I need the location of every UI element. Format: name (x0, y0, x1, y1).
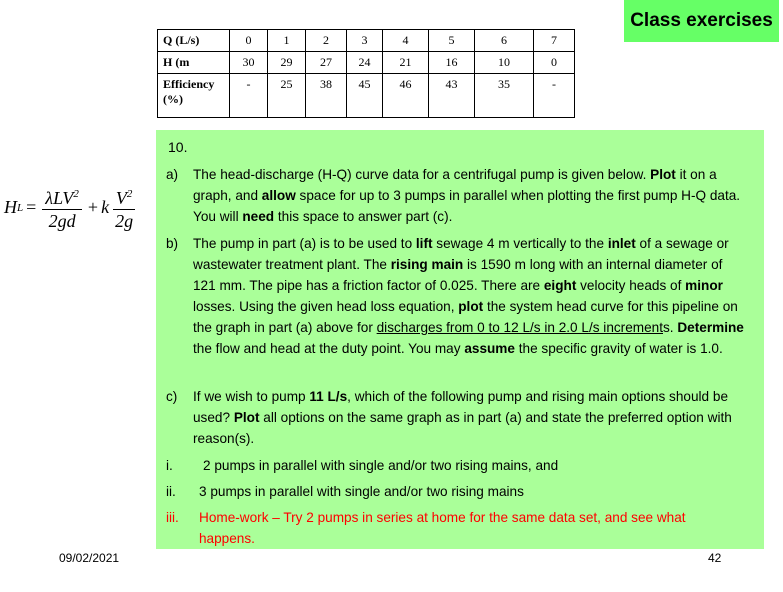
table-cell: 16 (429, 52, 475, 74)
table-cell: 7 (534, 30, 575, 52)
table-cell: 25 (268, 74, 306, 118)
option-iii-label: iii. (166, 510, 179, 525)
friction-denominator: 2gd (48, 211, 76, 231)
friction-numerator: λLV (45, 188, 74, 208)
row-label: H (m (158, 52, 230, 74)
part-b-text: The pump in part (a) is to be used to lift sewage 4 m vertically to the inlet of a sewage or wastewater treatment plant. The rising main is 1590 m long with an internal diameter of 121 mm. The pipe has a friction factor of 0.025. There are eight velocity heads of minor losses. Using the given head loss equation, plot the system head curve for this pipeline on the graph in part (a) above for discharges from 0 to 12 L/s in 2.0 L/s increments. Determine the flow and head at the duty point. You may assume the specific gravity of water is 1.0. (193, 236, 744, 356)
table-cell: 46 (383, 74, 429, 118)
friction-numerator-exp: 2 (73, 188, 79, 200)
part-a-text: The head-discharge (H-Q) curve data for a centrifugal pump is given below. Plot it on a graph, and allow space for up to 3 pumps in parallel when plotting the first pump H-Q data. You will need this space to answer part (c). (193, 167, 741, 224)
formula-equals: = (26, 197, 37, 217)
option-i-label: i. (166, 458, 173, 473)
row-label: Q (L/s) (158, 30, 230, 52)
table-row (158, 52, 575, 74)
table-row (158, 74, 575, 118)
part-a-label: a) (166, 167, 179, 182)
table-cell: 27 (306, 52, 347, 74)
formula-k: k (101, 197, 110, 217)
table-cell: 29 (268, 52, 306, 74)
table-cell: 24 (347, 52, 383, 74)
option-ii-text: 3 pumps in parallel with single and/or two rising mains (199, 484, 524, 499)
slide-number: 42 (708, 551, 722, 565)
pump-data-table (157, 29, 575, 118)
slide-date: 09/02/2021 (59, 551, 120, 565)
table-cell: - (534, 74, 575, 118)
table-cell: 4 (383, 30, 429, 52)
option-ii-label: ii. (166, 484, 176, 499)
minor-numerator: V (115, 188, 127, 208)
friction-term (42, 183, 82, 232)
table-cell: 3 (347, 30, 383, 52)
table-cell: 1 (268, 30, 306, 52)
part-c-label: c) (166, 389, 178, 404)
table-row (158, 30, 575, 52)
table-cell: 21 (383, 52, 429, 74)
table-cell: 43 (429, 74, 475, 118)
minor-loss-term (112, 183, 136, 232)
part-c-text: If we wish to pump 11 L/s, which of the following pump and rising main options should be used? Plot all options on the same graph as in part (a) and state the preferred option with reason(s). (193, 389, 732, 446)
class-exercises-badge (624, 0, 779, 42)
minor-numerator-exp: 2 (126, 188, 133, 200)
table-cell: 5 (429, 30, 475, 52)
option-iii-text: Home-work – Try 2 pumps in series at home for the same data set, and see what happens. (199, 510, 686, 546)
formula-lhs: H (4, 197, 17, 217)
table-cell: 2 (306, 30, 347, 52)
formula-lhs-sub: L (17, 201, 24, 214)
minor-denominator: 2g (115, 211, 134, 231)
table-cell: 10 (475, 52, 534, 74)
table-cell: - (230, 74, 268, 118)
table-cell: 45 (347, 74, 383, 118)
table-cell: 0 (230, 30, 268, 52)
head-loss-equation (4, 183, 139, 232)
question-number: 10. (168, 139, 188, 155)
badge-text: Class exercises (630, 10, 773, 31)
table-cell: 0 (534, 52, 575, 74)
part-b-label: b) (166, 236, 179, 251)
row-label: Efficiency (%) (158, 74, 230, 118)
table-cell: 30 (230, 52, 268, 74)
table-cell: 35 (475, 74, 534, 118)
option-i-text: 2 pumps in parallel with single and/or two rising mains, and (203, 458, 559, 473)
table-cell: 38 (306, 74, 347, 118)
formula-plus: + (87, 197, 99, 217)
table-cell: 6 (475, 30, 534, 52)
